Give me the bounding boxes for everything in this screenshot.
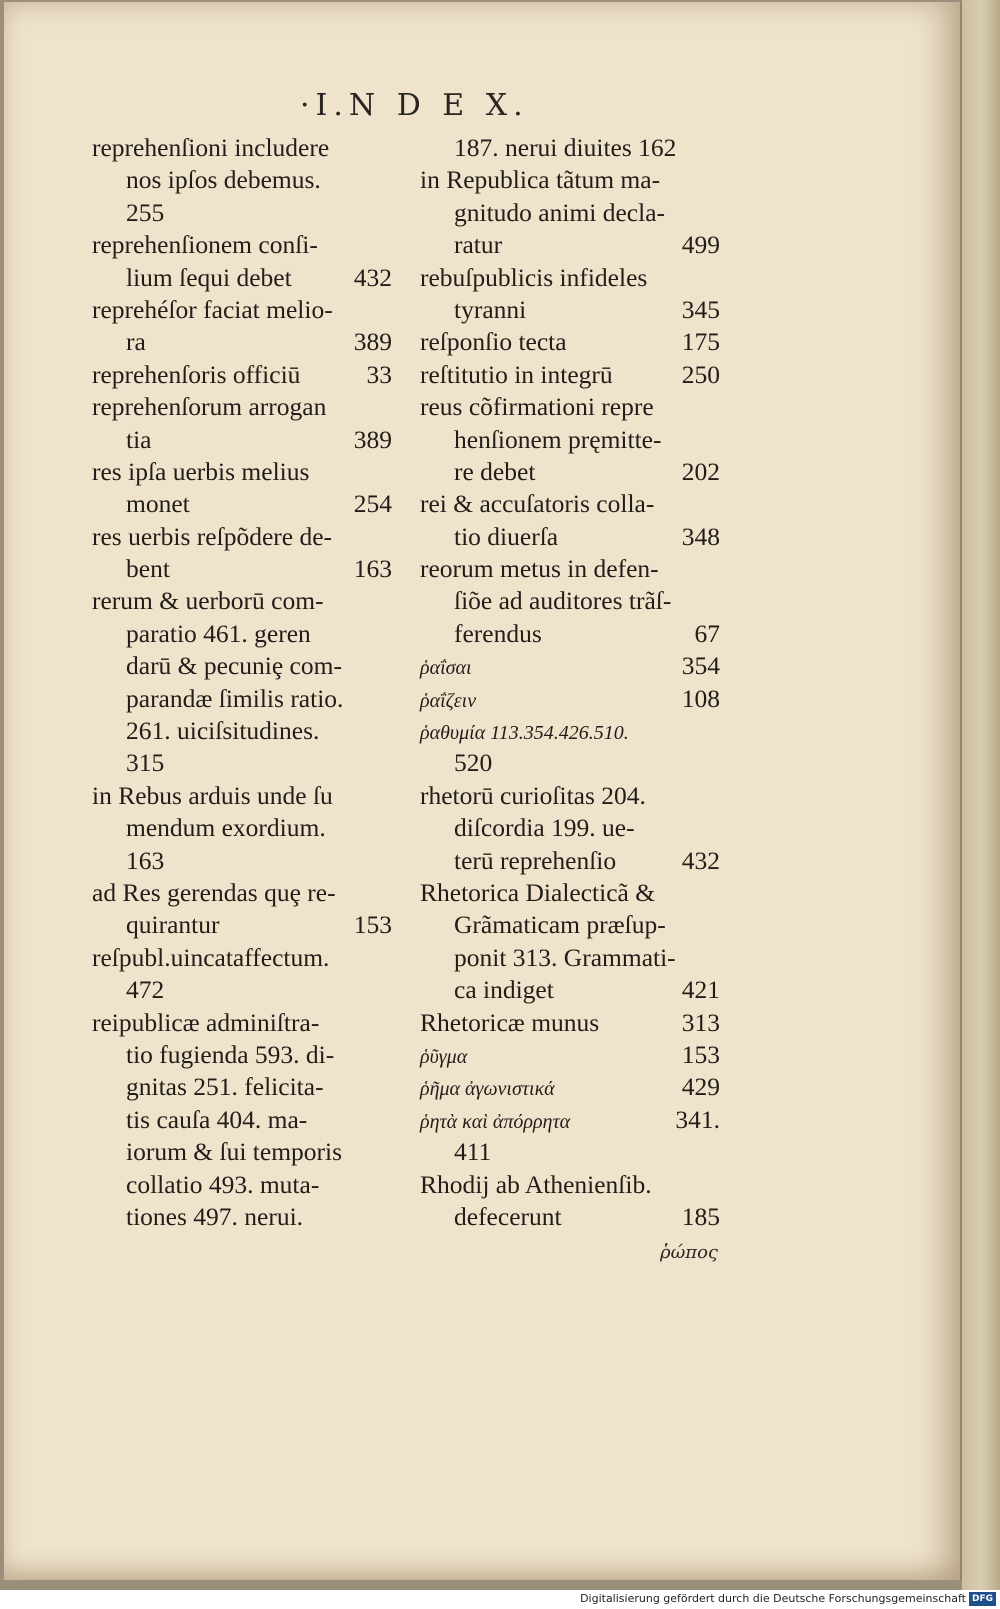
index-entry-line [92,326,392,358]
index-entry-line [92,456,392,488]
page-header: ·I.N D E X. [300,88,529,123]
index-entry-text: 472 [126,975,165,1005]
index-entry-page: 421 [681,975,720,1005]
index-entry-line [92,942,392,974]
footer-credit: Digitalisierung gefördert durch die Deutsche Forschungsgemeinschaft [580,1592,966,1605]
index-entry-page: 163 [353,554,392,584]
index-entry-line [420,1071,720,1103]
index-entry-text: 255 [126,197,165,227]
index-entry-line [420,747,720,779]
index-entry-text: reprehenſorum arrogan [92,392,327,422]
index-entry-page: 348 [681,521,720,551]
index-entry-text: ca indiget [454,975,554,1005]
index-entry-line [92,262,392,294]
index-entry-line [420,585,720,617]
index-entry-page: 429 [681,1072,720,1102]
index-entry-line [92,1039,392,1071]
index-entry-page: 389 [353,424,392,454]
index-entry-line [420,197,720,229]
index-entry-line [92,521,392,553]
index-entry-text: gnitas 251. felicita- [126,1072,324,1102]
index-entry-text: 411 [454,1137,492,1167]
index-entry-text: ferendus [454,618,542,648]
index-entry-text: terū reprehenſio [454,845,617,875]
index-entry-line [420,521,720,553]
index-entry-page: 33 [366,359,392,389]
index-entry-line [92,359,392,391]
index-entry-page: 108 [681,683,720,713]
index-entry-text: ra [126,327,146,357]
index-entry-page: 341. [675,1104,720,1134]
index-entry-page: 153 [353,910,392,940]
index-entry-text: tio diuerſa [454,521,559,551]
index-entry-line [92,164,392,196]
index-entry-text: ῥαΐζειν [420,689,477,712]
index-entry-text: tio fugienda 593. di- [126,1039,335,1069]
index-entry-text: bent [126,554,170,584]
index-entry-line [92,391,392,423]
index-entry-page: 202 [681,456,720,486]
index-entry-line [92,909,392,941]
index-entry-line [92,488,392,520]
index-entry-text: ῥῆμα ἀγωνιστικά [420,1078,555,1101]
index-entry-text: parandæ ſimilis ratio. [126,683,344,713]
index-entry-page: 499 [681,230,720,260]
index-entry-text: collatio 493. muta- [126,1169,320,1199]
index-entry-text: re debet [454,456,536,486]
index-entry-line [92,229,392,261]
index-entry-line [92,715,392,747]
index-entry-page: 67 [694,618,720,648]
index-entry-text: rerum & uerborū com- [92,586,324,616]
index-entry-text: ſiõe ad auditores trãſ- [454,586,672,616]
index-entry-line [420,424,720,456]
index-entry-text: ῥαθυμία 113.354.426.510. [420,722,629,745]
catchword: ῥώπος [660,1242,719,1263]
index-entry-text: henſionem pręmitte- [454,424,662,454]
index-entry-line [92,780,392,812]
index-entry-line [420,650,720,682]
index-entry-text: tia [126,424,152,454]
index-entry-text: 520 [454,748,493,778]
index-entry-text: ῥαΐσαι [420,657,472,680]
index-entry-text: reſponſio tecta [420,327,567,357]
index-column-right [420,132,720,1233]
page-edge [962,0,1000,1590]
index-entry-text: rebuſpublicis infideles [420,262,648,292]
index-entry-page: 389 [353,327,392,357]
index-entry-line [420,942,720,974]
index-entry-line [92,197,392,229]
index-entry-text: reſtitutio in integrū [420,359,613,389]
index-entry-line [92,585,392,617]
index-entry-text: reprehenſioni includere [92,133,330,162]
index-column-left [92,132,392,1233]
index-entry-line [92,424,392,456]
index-entry-line [420,229,720,261]
index-entry-line [92,877,392,909]
index-entry-line [420,294,720,326]
index-entry-line [420,1136,720,1168]
index-entry-text: lium ſequi debet [126,262,292,292]
index-entry-line [420,683,720,715]
index-entry-text: reprehéſor faciat melio- [92,294,333,324]
index-entry-line [92,1071,392,1103]
index-entry-text: in Rebus arduis unde ſu [92,780,333,810]
index-entry-page: 185 [681,1201,720,1231]
index-entry-text: tiones 497. nerui. [126,1201,304,1231]
index-entry-page: 432 [353,262,392,292]
index-entry-text: Grãmaticam præſup- [454,910,666,940]
index-entry-text: ad Res gerendas quȩ re- [92,877,336,907]
index-entry-line [92,618,392,650]
index-entry-page: 250 [681,359,720,389]
index-entry-page: 254 [353,489,392,519]
index-entry-text: reprehenſoris officiū [92,359,301,389]
index-entry-line [420,488,720,520]
index-entry-text: tyranni [454,294,527,324]
index-entry-line [420,553,720,585]
index-entry-page: 345 [681,294,720,324]
index-entry-line [92,1169,392,1201]
index-entry-line [92,747,392,779]
index-entry-line [92,1104,392,1136]
index-entry-text: 261. uiciſsitudines. [126,716,320,746]
index-entry-text: iorum & ſui temporis [126,1137,343,1167]
index-entry-text: ponit 313. Grammati- [454,942,676,972]
index-entry-line [420,812,720,844]
index-entry-line [420,1104,720,1136]
index-entry-text: in Republica tãtum ma- [420,165,661,195]
index-entry-text: 163 [126,845,165,875]
index-entry-text: tis cauſa 404. ma- [126,1104,308,1134]
index-entry-text: Rhetorica Dialecticã & [420,877,656,907]
index-entry-text: defecerunt [454,1201,562,1231]
index-entry-line [92,812,392,844]
index-entry-line [420,877,720,909]
index-entry-line [420,780,720,812]
index-entry-text: 315 [126,748,165,778]
index-entry-text: reprehenſionem conſi- [92,230,318,260]
index-entry-page: 313 [681,1007,720,1037]
index-entry-text: Rhetoricæ munus [420,1007,600,1037]
index-entry-line [420,1007,720,1039]
index-entry-line [420,456,720,488]
index-entry-line [420,326,720,358]
index-entry-text: quirantur [126,910,220,940]
index-entry-line [420,262,720,294]
index-entry-line [420,164,720,196]
index-entry-line [92,650,392,682]
index-entry-line [420,715,720,747]
index-entry-line [92,132,392,164]
index-entry-text: reipublicæ adminiſtra- [92,1007,320,1037]
index-entry-text: ratur [454,230,503,260]
index-entry-line [420,618,720,650]
index-entry-line [420,909,720,941]
index-entry-line [92,1201,392,1233]
index-entry-text: nos ipſos debemus. [126,165,321,195]
index-entry-line [420,974,720,1006]
index-entry-line [420,391,720,423]
index-entry-page: 432 [681,845,720,875]
index-entry-text: darū & pecuniȩ com- [126,651,342,681]
index-entry-line [420,1039,720,1071]
index-entry-page: 354 [681,651,720,681]
index-entry-text: rei & accuſatoris colla- [420,489,655,519]
index-entry-page: 153 [681,1039,720,1069]
dfg-logo: DFG [969,1592,996,1606]
footer-bar [0,1590,1000,1609]
index-entry-text: monet [126,489,190,519]
index-entry-page: 175 [681,327,720,357]
index-entry-line [92,1007,392,1039]
index-entry-text: mendum exordium. [126,813,326,843]
index-entry-line [420,1169,720,1201]
index-entry-text: reſpubl.uincataffectum. [92,942,330,972]
index-entry-text: diſcordia 199. ue- [454,813,635,843]
index-entry-text: reus cõfirmationi repre [420,392,654,422]
index-entry-line [92,974,392,1006]
index-entry-text: ῥῦγμα [420,1045,468,1068]
index-entry-line [420,1201,720,1233]
index-entry-text: res ipſa uerbis melius [92,456,310,486]
index-entry-text: rhetorū curioſitas 204. [420,780,646,810]
index-entry-text: paratio 461. geren [126,618,311,648]
index-entry-text: gnitudo animi decla- [454,197,666,227]
index-entry-line [92,294,392,326]
index-entry-text: res uerbis reſpõdere de- [92,521,333,551]
index-entry-line [92,845,392,877]
index-entry-line [420,359,720,391]
index-entry-line [420,132,720,164]
index-entry-line [92,553,392,585]
index-entry-line [92,683,392,715]
index-entry-text: 187. nerui diuites 162 [454,133,677,162]
index-entry-line [420,845,720,877]
index-entry-line [92,1136,392,1168]
index-entry-text: Rhodij ab Athenienſib. [420,1169,652,1199]
index-entry-text: ῥητὰ καὶ ἀπόρρητα [420,1110,571,1133]
index-entry-text: reorum metus in defen- [420,554,659,584]
